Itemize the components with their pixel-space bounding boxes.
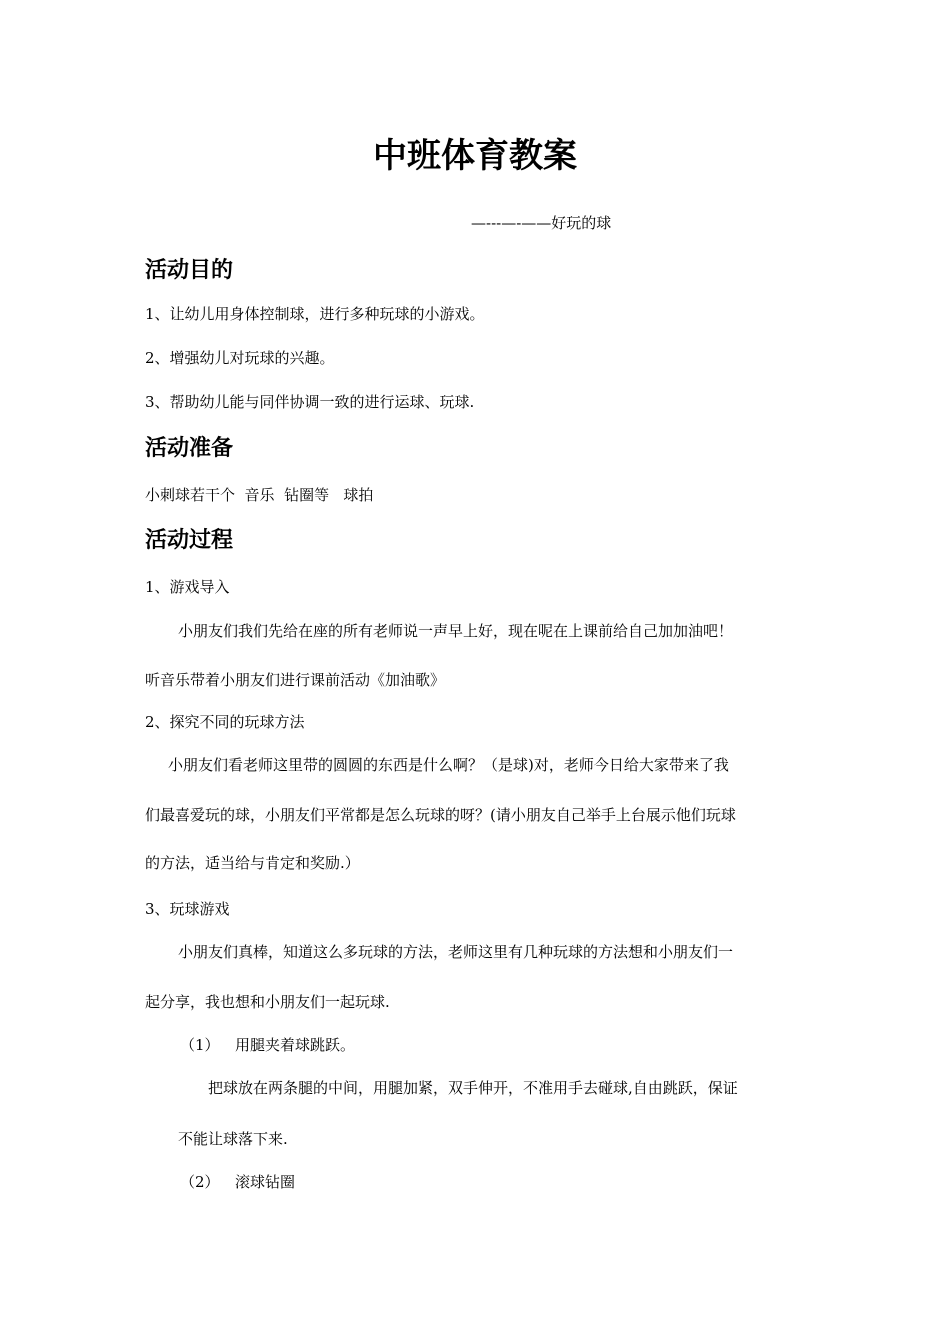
step2-line-1: 小朋友们看老师这里带的圆圆的东西是什么啊？（是球)对，老师今日给大家带来了我 xyxy=(168,756,729,774)
goal-item-3: 3、帮助幼儿能与同伴协调一致的进行运球、玩球. xyxy=(145,393,475,411)
step2-line-3: 的方法，适当给与肯定和奖励.） xyxy=(145,854,360,872)
section-heading-goal: 活动目的 xyxy=(145,258,234,283)
game2-number: （2） xyxy=(180,1173,220,1191)
game1-line-1: 把球放在两条腿的中间，用腿加紧，双手伸开，不准用手去碰球,自由跳跃，保证 xyxy=(208,1079,738,1097)
step2-line-2: 们最喜爱玩的球，小朋友们平常都是怎么玩球的呀？(请小朋友自己举手上台展示他们玩球 xyxy=(145,806,736,824)
page-subtitle: —---—-——好玩的球 xyxy=(471,214,612,232)
step1-title: 1、游戏导入 xyxy=(145,578,230,596)
goal-item-2: 2、增强幼儿对玩球的兴趣。 xyxy=(145,349,335,367)
game1-name: 用腿夹着球跳跃。 xyxy=(235,1036,356,1054)
step1-line-1: 小朋友们我们先给在座的所有老师说一声早上好，现在呢在上课前给自己加加油吧！ xyxy=(178,622,734,640)
section-heading-prep: 活动准备 xyxy=(145,436,234,461)
page-title: 中班体育教案 xyxy=(373,136,577,176)
step2-title: 2、探究不同的玩球方法 xyxy=(145,713,305,731)
section-heading-process: 活动过程 xyxy=(145,528,234,553)
step3-line-1: 小朋友们真棒，知道这么多玩球的方法，老师这里有几种玩球的方法想和小朋友们一 xyxy=(178,943,734,961)
prep-materials: 小刺球若干个 音乐 钻圈等 球拍 xyxy=(145,486,374,504)
goal-item-1: 1、让幼儿用身体控制球，进行多种玩球的小游戏。 xyxy=(145,305,485,323)
game1-line-2: 不能让球落下来. xyxy=(178,1130,288,1148)
game1-number: （1） xyxy=(180,1036,220,1054)
step1-line-2: 听音乐带着小朋友们进行课前活动《加油歌》 xyxy=(145,671,446,689)
step3-title: 3、玩球游戏 xyxy=(145,900,230,918)
game2-name: 滚球钻圈 xyxy=(235,1173,296,1191)
step3-line-2: 起分享，我也想和小朋友们一起玩球. xyxy=(145,993,390,1011)
